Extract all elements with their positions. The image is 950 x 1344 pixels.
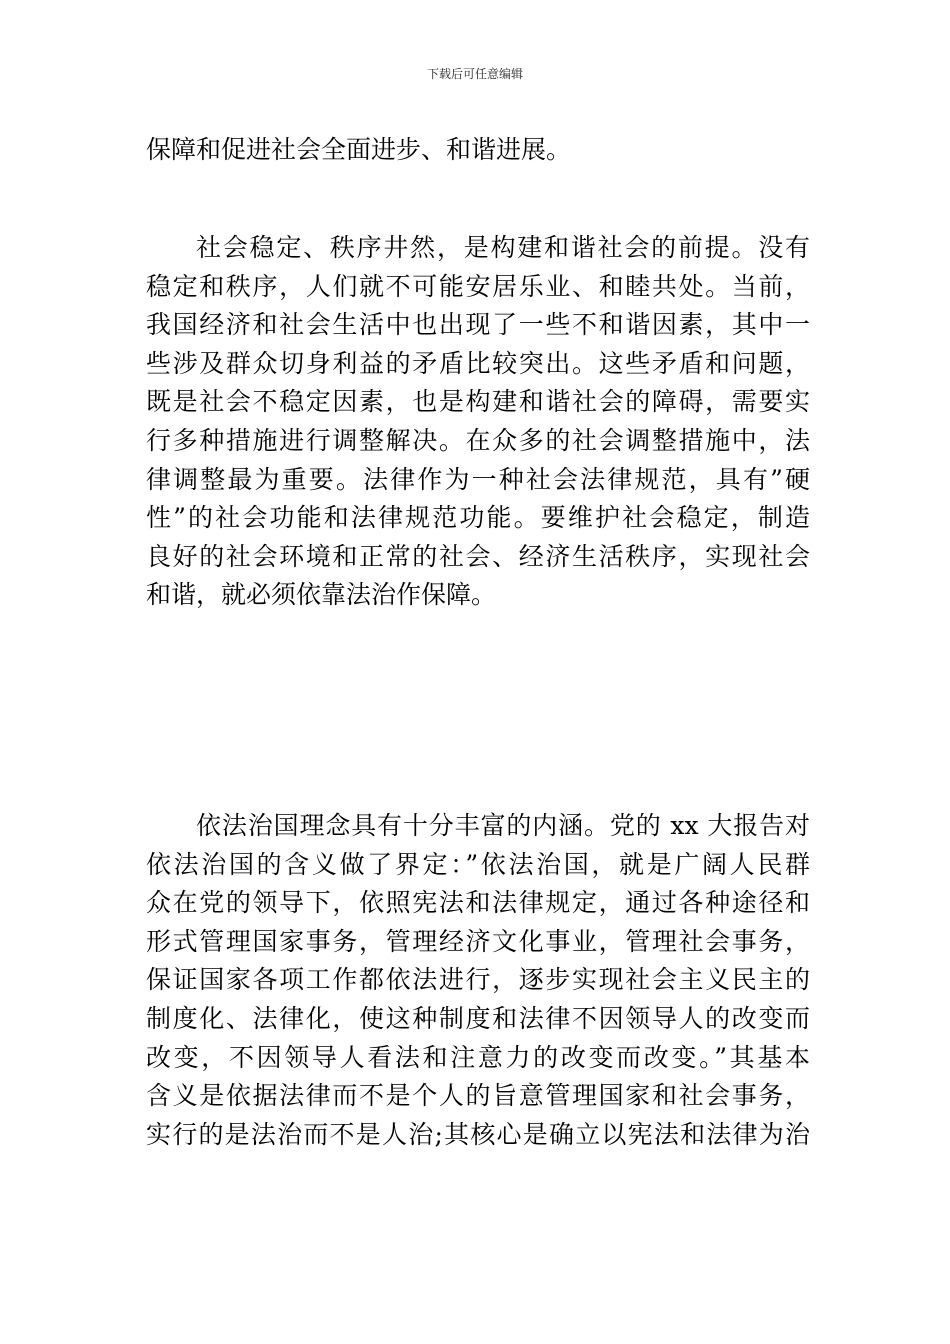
paragraph-3 [146, 807, 810, 1154]
paragraph-line: 保证国家各项工作都依法进行，逐步实现社会主义民主的 [146, 965, 810, 995]
paragraph-1 [146, 131, 810, 170]
paragraph-line: 形式管理国家事务，管理经济文化事业，管理社会事务， [146, 926, 810, 956]
paragraph-line: 行多种措施进行调整解决。在众多的社会调整措施中，法 [146, 425, 810, 455]
paragraph-line: 众在党的领导下，依照宪法和法律规定，通过各种途径和 [146, 888, 810, 918]
paragraph-line: 我国经济和社会生活中也出现了一些不和谐因素，其中一 [146, 310, 810, 340]
paragraph-line: 实行的是法治而不是人治;其核心是确立以宪法和法律为治 [146, 1119, 810, 1149]
paragraph-line: 改变，不因领导人看法和注意力的改变而改变。”其基本 [146, 1042, 810, 1072]
paragraph-line: 稳定和秩序，人们就不可能安居乐业、和睦共处。当前， [146, 271, 810, 301]
paragraph-line: 依法治国理念具有十分丰富的内涵。党的 xx 大报告对 [196, 811, 810, 840]
paragraph-line: 些涉及群众切身利益的矛盾比较突出。这些矛盾和问题， [146, 348, 810, 378]
paragraph-line: 依法治国的含义做了界定：”依法治国，就是广阔人民群 [146, 849, 810, 879]
paragraph-line: 律调整最为重要。法律作为一种社会法律规范，具有”硬 [146, 464, 810, 494]
paragraph-line: 制度化、法律化，使这种制度和法律不因领导人的改变而 [146, 1003, 810, 1033]
paragraph-line: 性”的社会功能和法律规范功能。要维护社会稳定，制造 [146, 503, 810, 533]
paragraph-line: 和谐，就必须依靠法治作保障。 [146, 580, 497, 610]
paragraph-line: 良好的社会环境和正常的社会、经济生活秩序，实现社会 [146, 541, 810, 571]
paragraph-line: 保障和促进社会全面进步、和谐进展。 [146, 135, 572, 164]
paragraph-line: 既是社会不稳定因素，也是构建和谐社会的障碍，需要实 [146, 387, 810, 417]
paragraph-line: 含义是依据法律而不是个人的旨意管理国家和社会事务， [146, 1081, 810, 1111]
paragraph-line: 社会稳定、秩序井然，是构建和谐社会的前提。没有 [196, 233, 810, 262]
page-header: 下载后可任意编辑 [426, 67, 523, 81]
paragraph-2 [146, 229, 810, 615]
